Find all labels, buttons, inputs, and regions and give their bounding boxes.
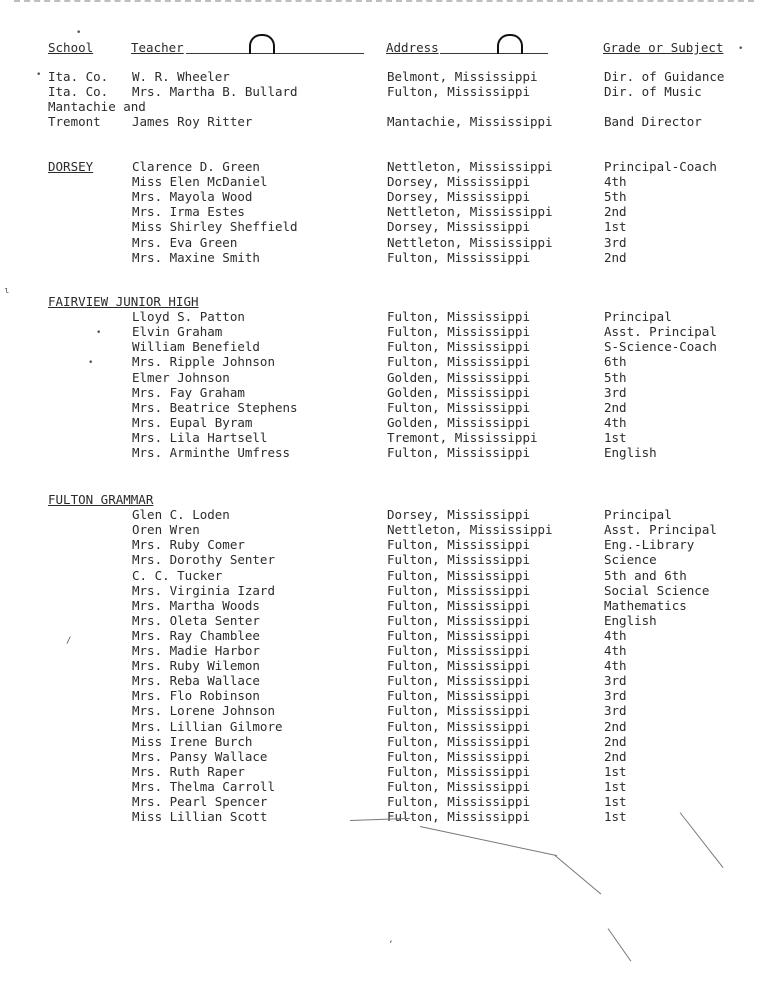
address-cell: Tremont, Mississippi [387, 429, 538, 445]
subject-cell: 1st [604, 429, 627, 445]
stray-dot: • [96, 328, 102, 338]
address-cell: Fulton, Mississippi [387, 778, 530, 794]
perforated-top-edge [14, 0, 754, 8]
subject-cell: English [604, 445, 657, 460]
address-cell: Fulton, Mississippi [387, 84, 530, 100]
address-cell: Nettleton, Mississippi [387, 159, 553, 174]
header-rule [440, 53, 548, 54]
subject-cell: 3rd [604, 384, 627, 400]
address-cell: Nettleton, Mississippi [387, 234, 553, 250]
stray-mark: ʼ [388, 940, 394, 950]
teacher-cell: Mrs. Reba Wallace [132, 673, 260, 689]
teacher-cell: Mrs. Thelma Carroll [132, 778, 275, 794]
subject-cell: 4th [604, 643, 627, 658]
address-cell: Golden, Mississippi [387, 369, 530, 385]
teacher-cell: Mrs. Virginia Izard [132, 582, 275, 598]
address-cell: Fulton, Mississippi [387, 809, 530, 825]
teacher-cell: Mrs. Beatrice Stephens [132, 399, 298, 415]
address-cell: Mantachie, Mississippi [387, 114, 553, 130]
teacher-cell: Mrs. Lillian Gilmore [132, 718, 283, 734]
binder-hook-mark [497, 34, 523, 54]
teacher-cell: C. C. Tucker [132, 567, 223, 583]
section-title: DORSEY [48, 159, 94, 174]
teacher-cell: Mrs. Dorothy Senter [132, 552, 275, 568]
subject-cell: 2nd [604, 249, 627, 265]
header-teacher: Teacher [131, 40, 184, 55]
teacher-cell: Mrs. Maxine Smith [132, 249, 260, 265]
address-cell: Fulton, Mississippi [387, 688, 530, 704]
teacher-cell: Mrs. Ripple Johnson [132, 354, 275, 370]
subject-cell: 1st [604, 763, 627, 779]
teacher-cell: Mrs. Pansy Wallace [132, 748, 268, 764]
stray-mark: ɩ [4, 286, 10, 296]
teacher-cell: Mrs. Mayola Wood [132, 189, 253, 205]
address-cell: Dorsey, Mississippi [387, 189, 530, 205]
section-title: FAIRVIEW JUNIOR HIGH [48, 294, 199, 309]
teacher-cell: Miss Irene Burch [132, 733, 253, 749]
subject-cell: Eng.-Library [604, 537, 695, 553]
pen-scratch [680, 812, 724, 868]
subject-cell: 1st [604, 794, 627, 809]
subject-cell: 4th [604, 658, 627, 674]
teacher-cell: Elvin Graham [132, 324, 223, 340]
address-cell: Fulton, Mississippi [387, 794, 530, 809]
address-cell: Fulton, Mississippi [387, 612, 530, 628]
teacher-cell: Elmer Johnson [132, 369, 230, 385]
subject-cell: 5th and 6th [604, 567, 687, 583]
stray-dot: • [738, 44, 744, 54]
subject-cell: Science [604, 552, 657, 568]
teacher-cell: Mrs. Ruby Comer [132, 537, 245, 553]
address-cell: Fulton, Mississippi [387, 703, 530, 719]
subject-cell: 4th [604, 627, 627, 643]
pen-scratch [555, 855, 602, 894]
address-cell: Fulton, Mississippi [387, 249, 530, 265]
subject-cell: 2nd [604, 204, 627, 220]
teacher-cell: Mrs. Oleta Senter [132, 612, 260, 628]
teacher-cell: Oren Wren [132, 522, 200, 538]
binder-hook-mark [249, 34, 275, 54]
address-cell: Fulton, Mississippi [387, 673, 530, 689]
subject-cell: 5th [604, 189, 627, 205]
subject-cell: 4th [604, 174, 627, 190]
subject-cell: 2nd [604, 718, 627, 734]
subject-cell: 6th [604, 354, 627, 370]
subject-cell: Dir. of Music [604, 84, 702, 100]
subject-cell: 2nd [604, 748, 627, 764]
address-cell: Nettleton, Mississippi [387, 522, 553, 538]
teacher-cell: Mrs. Irma Estes [132, 204, 245, 220]
stray-dot: • [88, 358, 94, 368]
teacher-cell: Mrs. Lila Hartsell [132, 429, 268, 445]
address-cell: Fulton, Mississippi [387, 399, 530, 415]
address-cell: Golden, Mississippi [387, 414, 530, 430]
subject-cell: Dir. of Guidance [604, 69, 725, 84]
school-cell: Mantachie and [48, 99, 146, 115]
teacher-cell: James Roy Ritter [132, 114, 253, 130]
teacher-cell: Mrs. Fay Graham [132, 384, 245, 400]
subject-cell: 3rd [604, 673, 627, 689]
address-cell: Fulton, Mississippi [387, 582, 530, 598]
teacher-cell: Mrs. Eupal Byram [132, 414, 253, 430]
teacher-cell: Mrs. Eva Green [132, 234, 238, 250]
subject-cell: 2nd [604, 733, 627, 749]
address-cell: Belmont, Mississippi [387, 69, 538, 84]
subject-cell: Principal-Coach [604, 159, 717, 174]
school-cell: Tremont [48, 114, 101, 130]
subject-cell: 3rd [604, 688, 627, 704]
teacher-cell: Glen C. Loden [132, 507, 230, 523]
subject-cell: S-Science-Coach [604, 339, 717, 355]
subject-cell: 5th [604, 369, 627, 385]
subject-cell: Principal [604, 309, 672, 325]
address-cell: Fulton, Mississippi [387, 537, 530, 553]
address-cell: Fulton, Mississippi [387, 324, 530, 340]
teacher-cell: Mrs. Martha Woods [132, 597, 260, 613]
stray-dot: • [76, 28, 82, 38]
school-cell: Ita. Co. [48, 69, 109, 84]
section-title: FULTON GRAMMAR [48, 492, 154, 507]
subject-cell: 1st [604, 809, 627, 825]
teacher-cell: Mrs. Ray Chamblee [132, 627, 260, 643]
teacher-cell: Mrs. Martha B. Bullard [132, 84, 298, 100]
pen-scratch [420, 826, 557, 856]
subject-cell: 3rd [604, 234, 627, 250]
address-cell: Fulton, Mississippi [387, 309, 530, 325]
pen-scratch [608, 928, 632, 961]
address-cell: Golden, Mississippi [387, 384, 530, 400]
subject-cell: Mathematics [604, 597, 687, 613]
address-cell: Fulton, Mississippi [387, 763, 530, 779]
teacher-cell: Miss Lillian Scott [132, 809, 268, 825]
address-cell: Dorsey, Mississippi [387, 174, 530, 190]
subject-cell: Asst. Principal [604, 324, 717, 340]
teacher-cell: Lloyd S. Patton [132, 309, 245, 325]
header-address: Address [386, 40, 439, 55]
address-cell: Fulton, Mississippi [387, 643, 530, 658]
subject-cell: 1st [604, 778, 627, 794]
teacher-cell: Mrs. Ruby Wilemon [132, 658, 260, 674]
header-grade: Grade or Subject [603, 40, 724, 55]
header-school: School [48, 40, 94, 55]
subject-cell: Principal [604, 507, 672, 523]
address-cell: Dorsey, Mississippi [387, 219, 530, 235]
address-cell: Fulton, Mississippi [387, 552, 530, 568]
address-cell: Fulton, Mississippi [387, 718, 530, 734]
teacher-cell: Miss Elen McDaniel [132, 174, 268, 190]
subject-cell: 2nd [604, 399, 627, 415]
subject-cell: Asst. Principal [604, 522, 717, 538]
address-cell: Nettleton, Mississippi [387, 204, 553, 220]
teacher-cell: W. R. Wheeler [132, 69, 230, 84]
school-cell: Ita. Co. [48, 84, 109, 100]
address-cell: Fulton, Mississippi [387, 748, 530, 764]
address-cell: Fulton, Mississippi [387, 733, 530, 749]
teacher-cell: Mrs. Flo Robinson [132, 688, 260, 704]
address-cell: Dorsey, Mississippi [387, 507, 530, 523]
address-cell: Fulton, Mississippi [387, 567, 530, 583]
teacher-cell: Mrs. Lorene Johnson [132, 703, 275, 719]
address-cell: Fulton, Mississippi [387, 339, 530, 355]
address-cell: Fulton, Mississippi [387, 354, 530, 370]
subject-cell: English [604, 612, 657, 628]
stray-mark: / [66, 636, 72, 646]
address-cell: Fulton, Mississippi [387, 597, 530, 613]
subject-cell: Social Science [604, 582, 710, 598]
teacher-cell: Mrs. Madie Harbor [132, 643, 260, 658]
teacher-cell: Mrs. Ruth Raper [132, 763, 245, 779]
subject-cell: Band Director [604, 114, 702, 130]
teacher-cell: Clarence D. Green [132, 159, 260, 174]
stray-dot: • [36, 70, 42, 80]
teacher-cell: Mrs. Arminthe Umfress [132, 445, 291, 460]
address-cell: Fulton, Mississippi [387, 627, 530, 643]
subject-cell: 4th [604, 414, 627, 430]
teacher-cell: Miss Shirley Sheffield [132, 219, 298, 235]
subject-cell: 3rd [604, 703, 627, 719]
header-rule [186, 53, 364, 54]
address-cell: Fulton, Mississippi [387, 445, 530, 460]
teacher-cell: Mrs. Pearl Spencer [132, 794, 268, 809]
subject-cell: 1st [604, 219, 627, 235]
address-cell: Fulton, Mississippi [387, 658, 530, 674]
teacher-cell: William Benefield [132, 339, 260, 355]
